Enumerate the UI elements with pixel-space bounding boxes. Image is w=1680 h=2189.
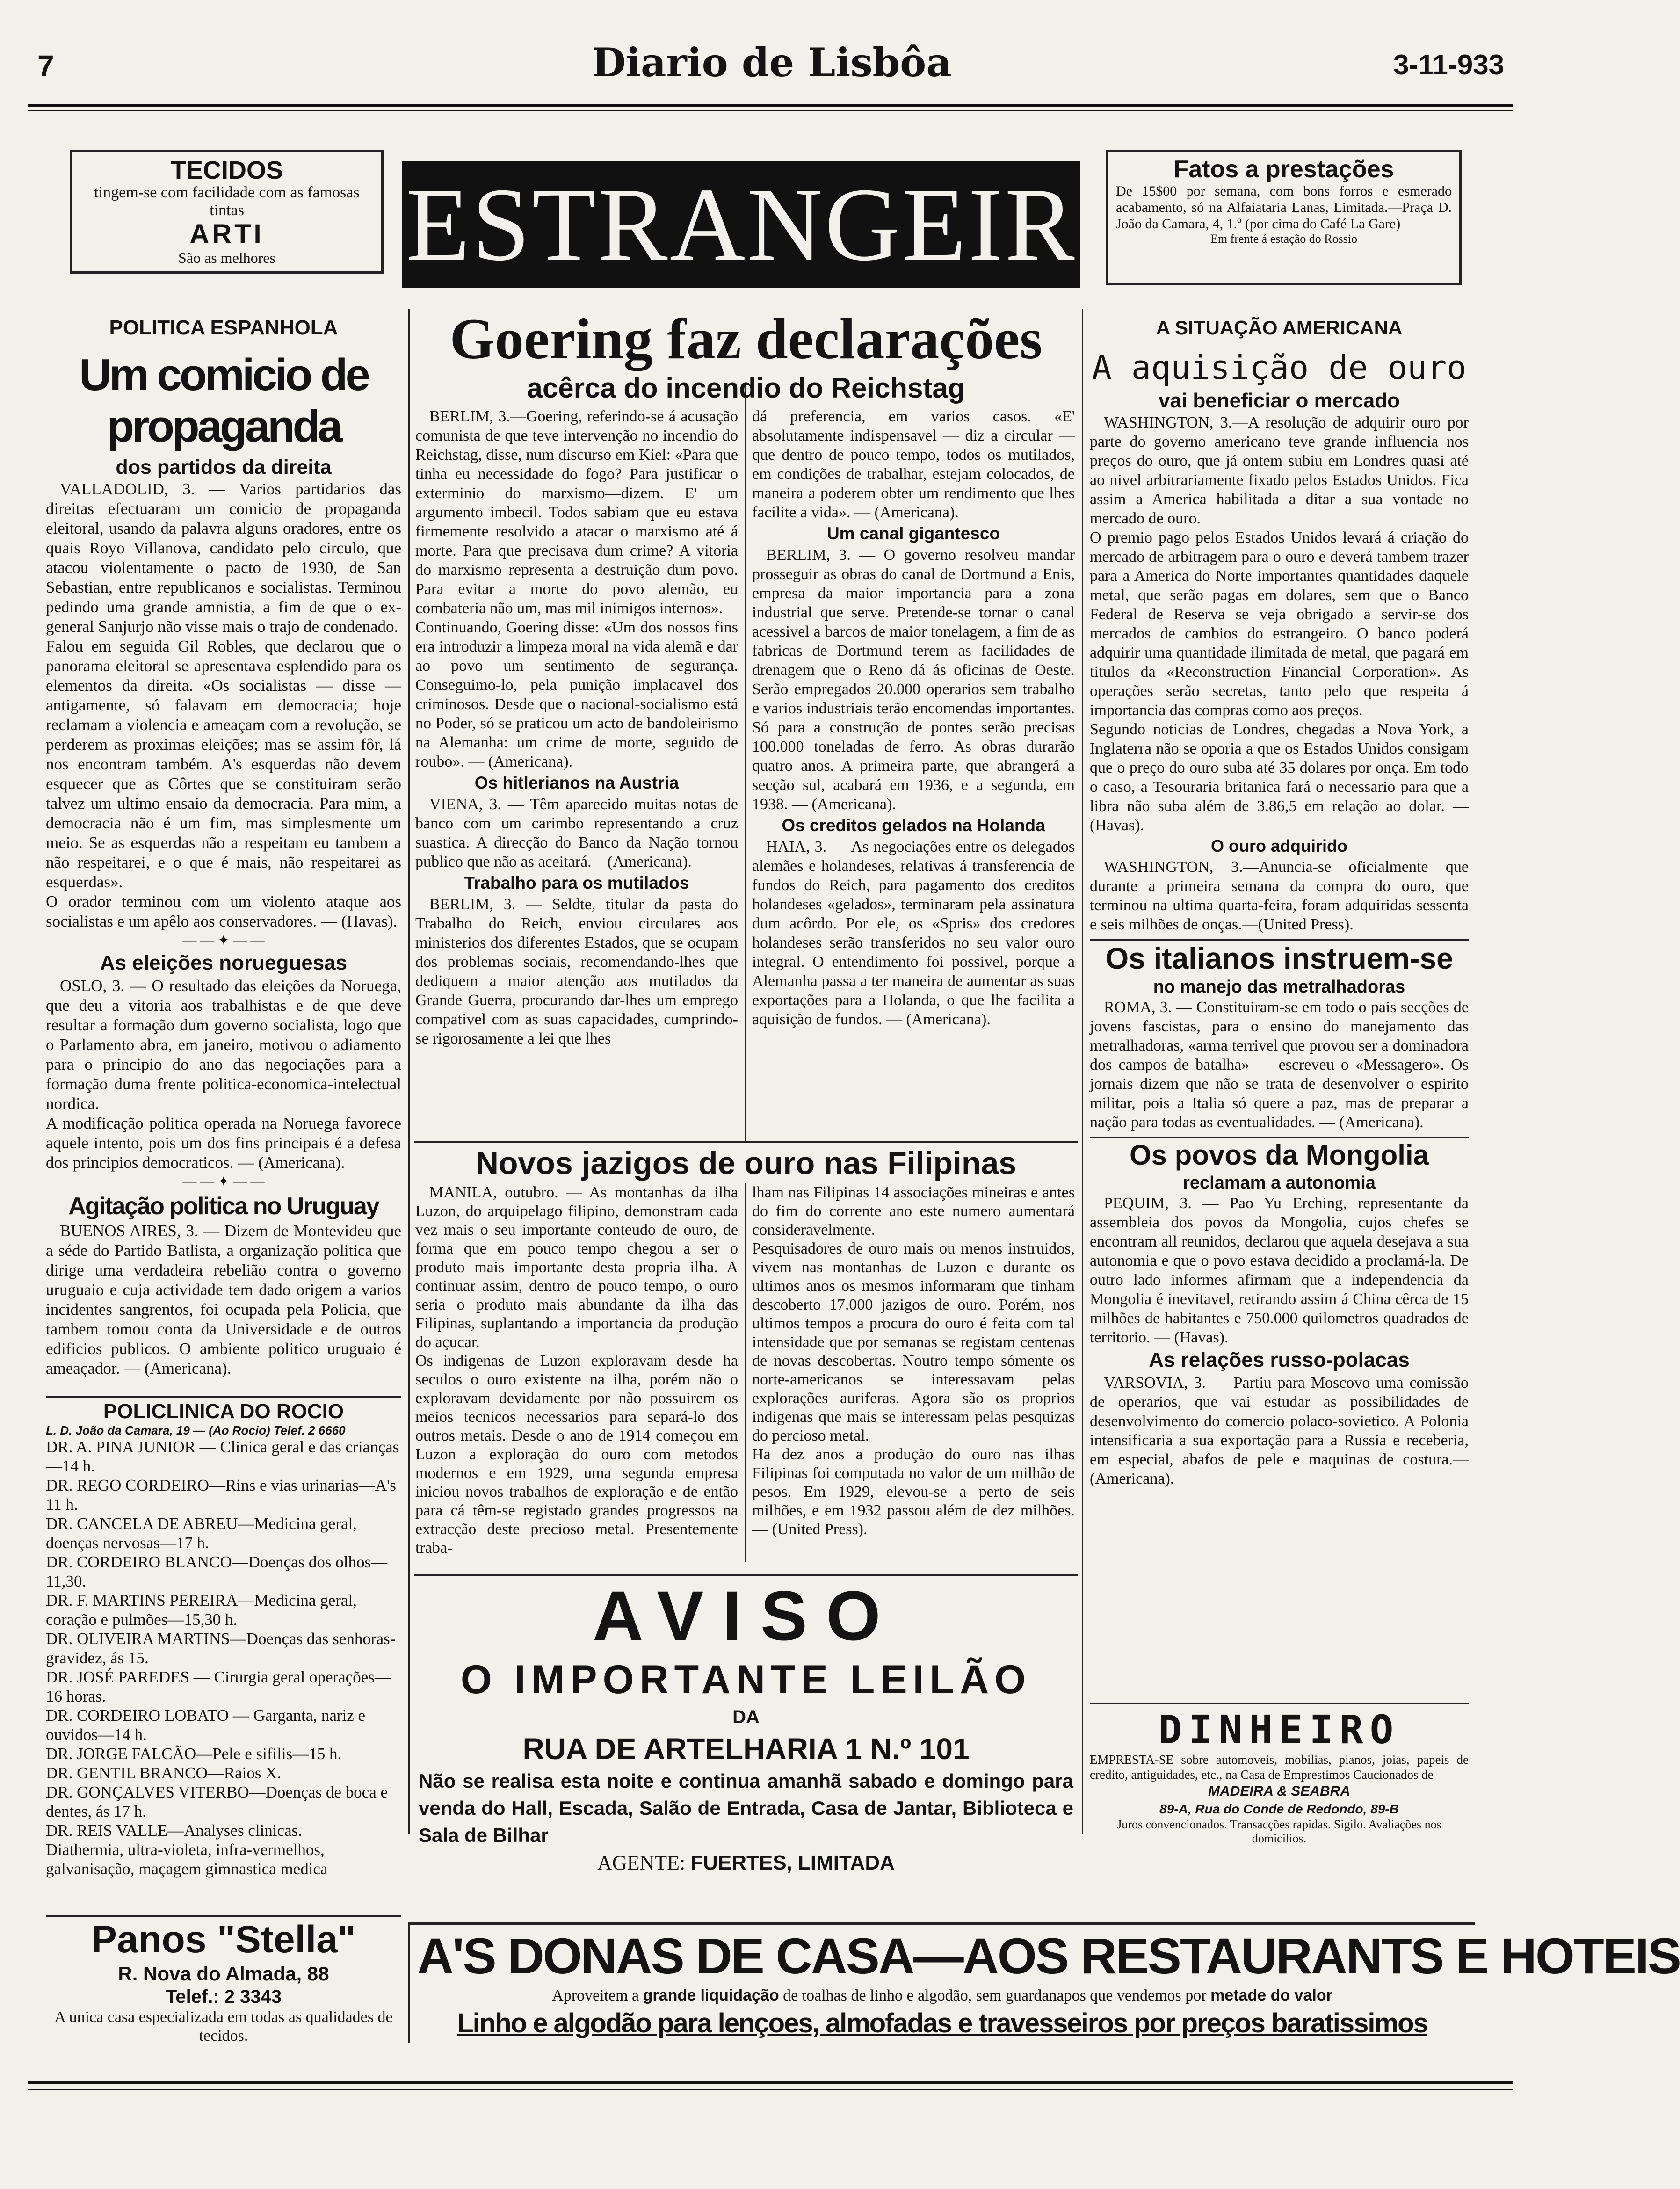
- goering-subhead: acêrca do incendio do Reichstag: [527, 372, 965, 404]
- section-title: ESTRANGEIRO: [406, 167, 1154, 283]
- poland-headline: As relações russo-polacas: [1149, 1348, 1410, 1371]
- masthead-rule-thin: [28, 110, 1513, 111]
- tecidos-brand: ARTI: [189, 219, 264, 249]
- newspaper-title: Diario de Lisbôa: [592, 39, 952, 86]
- clinic-doctor: DR. CORDEIRO LOBATO — Garganta, nariz e ouvidos—14 h.: [46, 1706, 366, 1744]
- right-headline: A aquisição de ouro: [1092, 348, 1467, 387]
- donas-text-mid: de toalhas de linho e algodão, sem guardanapos que vendemos por: [783, 1987, 1207, 2004]
- footer-rule-thin: [28, 2089, 1513, 2090]
- separator: — — ✦ — —: [182, 1174, 265, 1189]
- right-column: [1090, 316, 1469, 1488]
- donas-line2: Linho e algodão para lençoes, almofadas e travesseiros por preços baratissimos: [457, 2008, 1427, 2038]
- policlinica-ad: [46, 1396, 401, 1878]
- left-kicker: POLITICA ESPANHOLA: [109, 316, 338, 339]
- italy-headline: Os italianos instruem-se: [1105, 942, 1453, 975]
- goering-body-cont: dá preferencia, em varios casos. «E' absolutamente indispensavel — diz a circular — que dentro de pouco tempo, todos os mutilados, em condições de trabalhar, estejam colocados, de maneira a poderem obter um rendimento que lhes facilite a vida». — (Americana).: [752, 408, 1075, 521]
- dinheiro-text: EMPRESTA-SE sobre automoveis, mobilias, pianos, joias, papeis de credito, antiguidades, etc., na Casa de Emprestimos Caucionados de: [1090, 1753, 1469, 1782]
- norway-body: OSLO, 3. — O resultado das eleições da Noruega, que deu a vitoria aos trabalhistas e de que deve resultar a formação dum governo socialista, logo que o Parlamento abra, em janeiro, motivou o adiamento para o principio do ano das negociações para a formação duma frente politica-economica-intelectual nordica. A modificação politica operada na Noruega favorece aquele intento, pois um dos fins principais é a defesa dos principios democraticos. — (Americana).: [46, 977, 401, 1172]
- clinic-doctor: DR. CANCELA DE ABREU—Medicina geral, doenças nervosas—17 h.: [46, 1515, 357, 1552]
- center-column-2: [752, 407, 1075, 1029]
- gold-body-2: lham nas Filipinas 14 associações mineiras e antes do fim do corrente ano este numero aumentará consideravelmente. Pesquisadores de ouro mais ou menos instruidos, vivem nas montanhas de Luzon e durante os ultimos anos os mesmos informaram que tinham descoberto 17.000 jazigos de ouro. Porém, nos ultimos tempos a procura do ouro é feita com tal intensidade que por semanas se registam centenas de novas descobertas. Noutro tempo sómente os norte-americanos se interessavam pelas explorações auriferas. Agora são os proprios indigenas que mais se interessam pelas pesquizas do percioso metal. Ha dez anos a produção do ouro nas ilhas Filipinas foi computada no valor de um milhão de pesos. Em 1929, elevou-se a perto de seis milhões, e em 1932 passou além de dez milhões. — (United Press).: [752, 1184, 1075, 1538]
- italy-body: ROMA, 3. — Constituiram-se em todo o pais secções de jovens fascistas, para o ensino do manejamento das metralhadoras, «arma terrivel que provou ser a dominadora dos campos de batalha» — escreveu o «Messagero». Os jornais dizem que não se trata de desenvolver o espirito militar, pois a Italia só quere a paz, mas de preparar a nação para todas as eventualidades. — (Americana).: [1090, 999, 1469, 1131]
- tecidos-tag: São as melhores: [178, 249, 275, 266]
- page-number: 7: [37, 49, 54, 83]
- canal-body: BERLIM, 3. — O governo resolveu mandar prosseguir as obras do canal de Dortmund a Enis, empresa da maior importancia para a zona industrial que serve. Pretende-se tornar o canal acessivel a barcos de maior tonelagem, a fim de as fabricas de Dortmund terem as facilidades de drenagem que o Reno dá ás oficinas de Oeste. Serão empregados 20.000 operarios sem trabalho e varios industriais terão encomendas importantes. Só para a construção de pontes serão precisas 100.000 toneladas de ferro. As obras durarão quatro anos. A primeira parte, que abrangerá a secção sul, acabará em 1936, e a segunda, em 1938. — (Americana).: [752, 546, 1075, 813]
- left-subhead: dos partidos da direita: [116, 456, 332, 478]
- donas-text-before: Aproveitem a: [552, 1987, 639, 2004]
- austria-headline: Os hitlerianos na Austria: [474, 773, 679, 792]
- goering-headline: Goering faz declarações: [449, 307, 1043, 371]
- right-kicker: A SITUAÇÃO AMERICANA: [1156, 317, 1403, 339]
- right-subhead: vai beneficiar o mercado: [1159, 389, 1400, 412]
- clinic-doctor: DR. JORGE FALCÃO—Pele e sifilis—15 h.: [46, 1745, 342, 1763]
- aviso-body: Não se realisa esta noite e continua amanhã sabado e domingo para venda do Hall, Escada, Salão de Entrada, Casa de Jantar, Biblioteca e Sala de Bilhar: [419, 1770, 1073, 1846]
- aviso-title: AVISO: [593, 1576, 899, 1655]
- stella-title: Panos "Stella": [91, 1918, 356, 1961]
- right-body: WASHINGTON, 3.—A resolução de adquirir ouro por parte do governo americano teve grande influencia nos preços do ouro, que já ontem subiu em Londres quasi até ao nivel arbitrariamente fixado pelos Estados Unidos. Fica assim a America habilitada a ditar a sua vontade no mercado de ouro. O premio pago pelos Estados Unidos levará á criação do mercado de arbitragem para o ouro e deverá tambem trazer para a America do Norte importantes quantidades daquele metal, que serão pagas em dolares, sem que o Banco Federal de Reserva se veja obrigado a servir-se dos mercados de cambios do estrangeiro. O banco poderá adquirir uma quantidade ilimitada de metal, que pagará em titulos da «Reconstruction Financial Corporation». As operações serão secretas, tanto pelo que respeita á importancia das compras como aos preços. Segundo noticias de Londres, chegadas a Nova York, a Inglaterra não se oporia a que os Estados Unidos consigam que o preço do ouro suba até 35 dolares por onça. Em todo o caso, a Tesouraria britanica fará o necessario para que a libra não suba além de 3.86,5 em relação ao dolar. — (Havas).: [1090, 414, 1469, 834]
- stella-text: A unica casa especializada em todas as qualidades de tecidos.: [54, 2008, 393, 2044]
- tecidos-title: TECIDOS: [170, 156, 283, 184]
- mongolia-body: PEQUIM, 3. — Pao Yu Erching, representante da assembleia dos povos da Mongolia, cujos chefes se encontram all reunidos, declarou que aquela desejava a sua autonomia e que o povo estava decidido a proclamá-la. De outro lado informes afirmam que a independencia da Mongolia é inevitavel, retirando assim á China cêrca de 15 milhões de habitantes e 750.000 quilometros quadrados de territorio. — (Havas).: [1090, 1195, 1469, 1346]
- masthead-rule: [28, 104, 1513, 107]
- aviso-agent: FUERTES, LIMITADA: [690, 1851, 895, 1874]
- issue-date: 3-11-933: [1393, 49, 1504, 80]
- column-divider-left: [408, 309, 410, 1834]
- goering-headline-wrap: [414, 306, 1078, 405]
- dinheiro-company: MADEIRA & SEABRA: [1208, 1783, 1350, 1799]
- aviso-address: RUA DE ARTELHARIA 1 N.º 101: [522, 1732, 970, 1766]
- separator: — — ✦ — —: [182, 933, 265, 948]
- fatos-ad: [1106, 150, 1462, 285]
- donas-text-bold2: metade do valor: [1210, 1986, 1332, 2004]
- fatos-title: Fatos a prestações: [1173, 156, 1394, 183]
- column-divider-center: [745, 384, 746, 1141]
- poland-body: VARSOVIA, 3. — Partiu para Moscovo uma comissão de operarios, que vai estudar as possibilidades de desenvolvimento do comercio polaco-sovietico. A Polonia intensificaria a sua exportação para a Russia e receberia, em especial, abafos de pele e maquinas de costura.—(Americana).: [1090, 1374, 1469, 1487]
- mongolia-headline: Os povos da Mongolia: [1129, 1139, 1429, 1171]
- italy-subhead: no manejo das metralhadoras: [1153, 977, 1405, 997]
- clinic-doctor: DR. GENTIL BRANCO—Raios X.: [46, 1764, 282, 1782]
- clinic-doctor: DR. CORDEIRO BLANCO—Doenças dos olhos—11,30.: [46, 1553, 388, 1590]
- donas-text: [417, 1985, 1467, 2007]
- donas-title: A'S DONAS DE CASA—AOS RESTAURANTS E HOTEIS: [417, 1928, 1680, 1984]
- aviso-agent-label: AGENTE:: [597, 1851, 686, 1874]
- gold-headline: Novos jazigos de ouro nas Filipinas: [475, 1145, 1017, 1181]
- gold-headline-wrap: [414, 1141, 1078, 1183]
- gold-acquired-body: WASHINGTON, 3.—Anuncia-se oficialmente que durante a primeira semana da compra do ouro, que terminou na ultima quarta-feira, foram adquiridas sessenta e seis milhões de onças.—(United Press).: [1090, 858, 1469, 933]
- left-headline: Um comicio de propaganda: [79, 350, 368, 451]
- clinic-address: L. D. João da Camara, 19 — (Ao Rocio) Telef. 2 6660: [46, 1423, 346, 1437]
- uruguay-headline: Agitação politica no Uruguay: [68, 1193, 379, 1220]
- clinic-doctor: DR. OLIVEIRA MARTINS—Doenças das senhoras-gravidez, ás 15.: [46, 1630, 396, 1667]
- dinheiro-title: DINHEIRO: [1158, 1707, 1400, 1753]
- aviso-ad: [414, 1574, 1078, 1877]
- section-banner: [402, 161, 1154, 288]
- fatos-note: Em frente á estação do Rossio: [1210, 232, 1358, 246]
- tecidos-text: tingem-se com facilidade com as famosas tintas: [94, 184, 360, 219]
- clinic-title: POLICLINICA DO ROCIO: [103, 1400, 344, 1423]
- aviso-line1: O IMPORTANTE LEILÃO: [460, 1657, 1032, 1702]
- stella-ad: [46, 1915, 401, 2045]
- dinheiro-footer: Juros convencionados. Transacções rapidas. Sigilo. Avaliações nos domicilios.: [1117, 1818, 1441, 1845]
- aviso-da: DA: [732, 1707, 760, 1727]
- clinic-doctor-list: [46, 1437, 401, 1840]
- stella-address: R. Nova do Almada, 88: [118, 1963, 329, 1985]
- left-column: [46, 316, 401, 1378]
- tecidos-ad: [70, 150, 384, 274]
- gold-acquired-headline: O ouro adquirido: [1211, 836, 1347, 855]
- gold-column-divider: [745, 1183, 746, 1562]
- dinheiro-address: 89-A, Rua do Conde de Redondo, 89-B: [1159, 1802, 1399, 1816]
- stella-phone: Telef.: 2 3343: [165, 1986, 282, 2007]
- clinic-doctor: DR. JOSÉ PAREDES — Cirurgia geral operações—16 horas.: [46, 1668, 391, 1705]
- uruguay-body: BUENOS AIRES, 3. — Dizem de Montevideu que a séde do Partido Batlista, a organização politica que dirige uma verdadeira rebelião contra o governo uruguaio e cuja actividade tem dado origem a varios incidentes sangrentos, foi ocupada pela Policia, que tambem tomou conta da Universidade e de outros edificios publicos. O ambiente politico uruguaio é ameaçador. — (Americana).: [46, 1222, 401, 1377]
- center-column-1: [415, 407, 738, 1048]
- aviso-agent-line: [414, 1849, 1078, 1877]
- canal-headline: Um canal gigantesco: [826, 524, 1000, 543]
- dinheiro-ad: [1090, 1703, 1469, 1846]
- work-headline: Trabalho para os mutilados: [464, 873, 689, 892]
- clinic-doctor: DR. REIS VALLE—Analyses clinicas.: [46, 1821, 302, 1840]
- fatos-text: De 15$00 por semana, com bons forros e esmerado acabamento, só na Alfaiataria Lanas, Limitada.—Praça D. João da Camara, 4, 1.º (por cima do Café La Gare): [1116, 183, 1452, 232]
- left-headline-wrap: [46, 349, 401, 452]
- credit-headline: Os creditos gelados na Holanda: [782, 816, 1045, 835]
- clinic-doctor: DR. GONÇALVES VITERBO—Doenças de boca e dentes, ás 17 h.: [46, 1783, 388, 1820]
- clinic-doctor: DR. A. PINA JUNIOR — Clinica geral e das crianças—14 h.: [46, 1438, 399, 1475]
- footer-rule: [28, 2081, 1513, 2084]
- clinic-doctor: DR. F. MARTINS PEREIRA—Medicina geral, coração e pulmões—15,30 h.: [46, 1591, 357, 1629]
- column-divider-right: [1082, 309, 1083, 1834]
- left-body: VALLADOLID, 3. — Varios partidarios das direitas efectuaram um comicio de propaganda eleitoral, usando da palavra alguns oradores, entre os quais Royo Villanova, candidato pelo circulo, que atacou violentamente o pacto de 1930, de San Sebastian, entre republicanos e socialistas. Terminou pedindo uma grande amnistia, a fim de que o ex-general Sanjurjo não visse mais o trajo de condenado. Falou em seguida Gil Robles, que declarou que o panorama eleitoral se apresentava esplendido para os elementos da direita. «Os socialistas — disse — antigamente, só falavam em democracia; hoje reclamam a violencia e ameaçam com a revolução, se perderem as proximas eleições; mas se assim fôr, lá nos encontram também. A's esquerdas não devem esquecer que as Côrtes que se constituiram serão talvez um ultimo ensaio da democracia. Para mim, a democracia não é um fim, mas simplesmente um meio. Se as esquerdas não a respeitam eu tambem a não respeitarei, e o que é mais, não respeitarei as esquerdas». O orador terminou com um violento ataque aos socialistas e um apêlo aos conservadores. — (Havas).: [46, 480, 401, 930]
- clinic-doctor: DR. REGO CORDEIRO—Rins e vias urinarias—A's 11 h.: [46, 1476, 397, 1514]
- norway-headline: As eleições norueguesas: [100, 951, 348, 974]
- gold-body-1: MANILA, outubro. — As montanhas da ilha Luzon, do arquipelago filipino, demonstram cada vez mais o seu importante conteudo de ouro, de forma que em pouco tempo chegou a ser o produto mais importante desta propria ilha. A continuar assim, dentro de pouco tempo, o ouro seria o produto mais abundante da ilha das Filipinas, suplantando a importancia da produção do açucar. Os indigenas de Luzon exploravam desde ha seculos o ouro existente na ilha, porém não o exploravam devidamente por não possuirem os meios tecnicos necessarios para separá-lo dos outros metais. Desde o ano de 1914 começou em Luzon a exploração do ouro com metodos modernos e em 1929, uma segunda empresa iniciou novos trabalhos de exploração e de então para cá têm-se registado grandes progressos na extracção deste precioso metal. Presentemente traba-: [415, 1184, 738, 1557]
- donas-text-bold1: grande liquidação: [643, 1986, 779, 2004]
- mongolia-subhead: reclamam a autonomia: [1183, 1173, 1376, 1193]
- donas-ad: [408, 1922, 1680, 2043]
- clinic-footer: Diathermia, ultra-violeta, infra-vermelhos, galvanisação, maçagem gimnastica medica: [46, 1841, 328, 1878]
- goering-body: BERLIM, 3.—Goering, referindo-se á acusação comunista de que teve intervenção no incendio do Reichstag, disse, num discurso em Kiel: «Para que tinha eu necessidade do fogo? Para justificar o exterminio do marxismo—dizem. E' um argumento imbecil. Todos sabiam que eu estava firmemente resolvido a atacar o marxismo até á morte. Para que precisava dum crime? A vitoria do marxismo representa a destruição dum povo. Para evitar a morte do povo alemão, eu combateria não um, mas mil inimigos internos». Continuando, Goering disse: «Um dos nossos fins era introduzir a limpeza moral na vida alemã e dar ao povo um sentimento de segurança. Conseguimo-lo, pela punição implacavel dos criminosos. Desde que o nacional-socialismo está no Poder, só se praticou um acto de bandoleirismo na Alemanha: um crime de morte, seguido de roubo». — (Americana).: [415, 408, 738, 770]
- austria-body: VIENA, 3. — Têm aparecido muitas notas de banco com um carimbo representando a cruz suastica. A direcção do Banco da Nação tornou publico que não as aceitará.—(Americana).: [415, 796, 738, 870]
- credit-body: HAIA, 3. — As negociações entre os delegados alemães e holandeses, relativas á transferencia de fundos do Reich, para pagamento dos creditos holandeses «gelados», terminaram pela assinatura dum acôrdo. Por ele, os «Spris» dos credores holandeses serão transferidos no seu valor ouro integral. O entendimento foi possivel, porque a Alemanha passa a ter maneira de aumentar as suas exportações para a Holanda, o que lhe facilita a aquisição de fundos. — (Americana).: [752, 838, 1075, 1028]
- work-body: BERLIM, 3. — Seldte, titular da pasta do Trabalho do Reich, enviou circulares aos ministerios dos diferentes Estados, que se ocupam dos problemas sociais, recomendando-lhes que dediquem a maior atenção aos mutilados da Grande Guerra, procurando dar-lhes um emprego compativel com as suas capacidades, cumprindo-se rigorosamente a lei que lhes: [415, 896, 738, 1047]
